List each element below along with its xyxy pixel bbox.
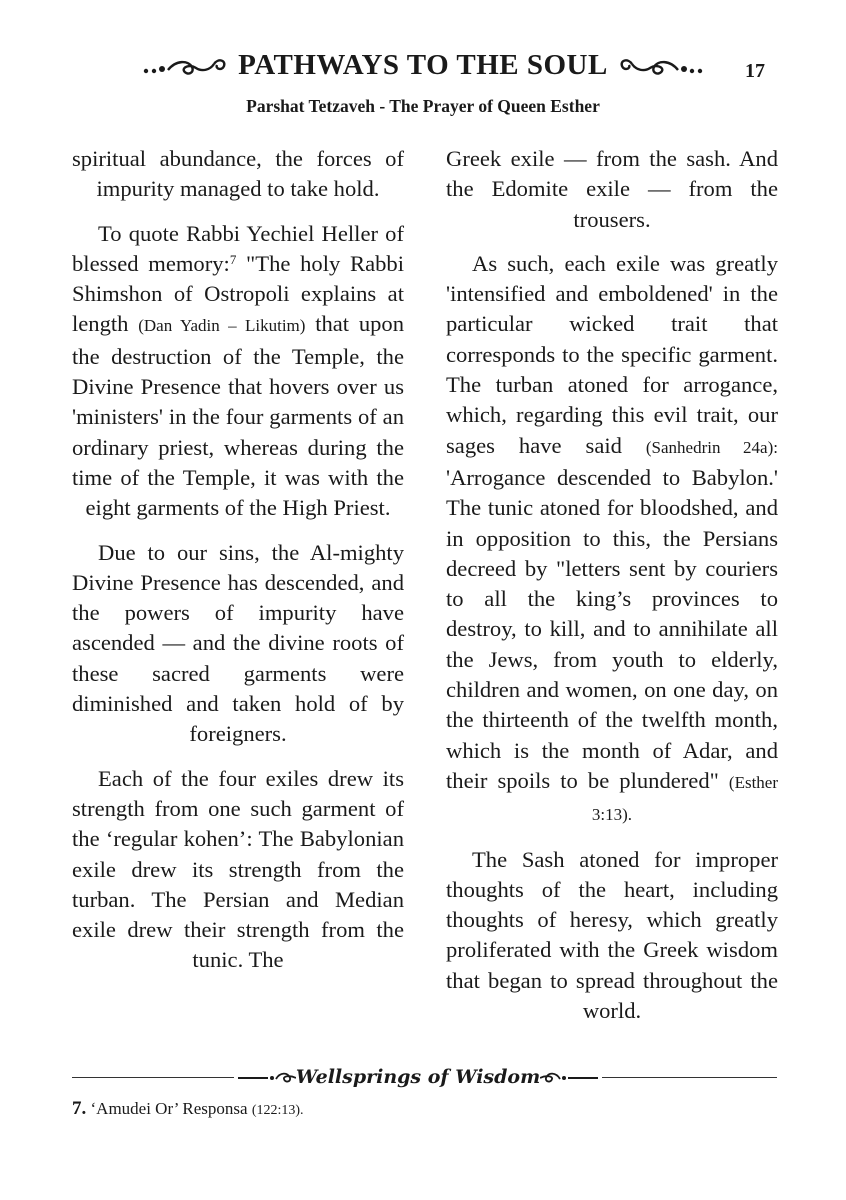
text-run: that upon the destruction of the Temple, the Divine Presence that hovers over us 'ministers' in the four garments of an ordinary priest, whereas during the time of the Temple, it was with the eight garments of the High Priest.: [72, 311, 405, 521]
text-run: To quote Rabbi Yechiel Heller of blessed memory:: [72, 220, 404, 276]
footnote-reference: (122:13).: [251, 1103, 304, 1118]
divider-text: Wellsprings of Wisdom: [295, 1066, 541, 1088]
footnote-text: ‘Amudei Or’ Responsa: [86, 1099, 252, 1118]
scroll-flourish-icon: [140, 52, 228, 78]
right-column: [446, 144, 778, 1040]
paragraph: Greek exile — from the sash. And the Edomite exile — from the trousers.: [446, 146, 778, 232]
paragraph-quote: [72, 219, 404, 524]
text-run: As such, each exile was greatly 'intensified and emboldened' in the particular wicked trait that corresponds to the specific garment. The turban atoned for arrogance, which, regarding this evil trait, our sages have said: [446, 250, 778, 458]
flourish-right-icon: [540, 1069, 598, 1085]
text-run: "The holy Rabbi Shimshon of Ostropoli explains at length: [72, 250, 405, 337]
divider-rule-left: [72, 1077, 234, 1078]
paragraph: spiritual abundance, the forces of impurity managed to take hold.: [72, 146, 404, 202]
divider-label: [234, 1062, 602, 1092]
running-header-line: [0, 48, 846, 82]
text-run: 'Arrogance descended to Babylon.' The tunic atoned for bloodshed, and in opposition to this, the Persians decreed by "letters sent by couriers to all the king’s provinces to destroy, to kill, and to annihilate all the Jews, from youth to elderly, children and women, on one day, on the thirteenth of the twelfth month, which is the month of Adar, and their spoils to be plundered": [446, 464, 778, 793]
running-title: PATHWAYS TO THE SOUL: [238, 49, 608, 81]
flourish-left-icon: [238, 1069, 296, 1085]
citation: (Esther 3:13).: [591, 772, 778, 825]
running-header: [0, 48, 846, 82]
left-column: [72, 144, 404, 990]
page-number: 17: [745, 60, 765, 82]
paragraph: The Sash atoned for improper thoughts of the heart, including thoughts of heresy, which greatly proliferated with the Greek wisdom that began to spread throughout the world.: [446, 846, 778, 1024]
paragraph: Each of the four exiles drew its strength from one such garment of the ‘regular kohen’: The Babylonian exile drew its strength from the turban. The Persian and Median exile drew their strength from the tunic. The: [72, 765, 404, 973]
footnote-mark[interactable]: 7: [229, 251, 237, 267]
citation: (Dan Yadin – Likutim): [138, 316, 306, 336]
paragraph-exile-traits: [446, 249, 778, 831]
paragraph: Due to our sins, the Al-mighty Divine Presence has descended, and the powers of impurity have ascended — and the divine roots of these sacred garments were diminished and taken hold of by foreigners.: [72, 539, 404, 747]
footnote-number: 7.: [72, 1098, 87, 1119]
footer-divider: [72, 1062, 777, 1092]
divider-rule-right: [602, 1077, 777, 1078]
chapter-subtitle: Parshat Tetzaveh - The Prayer of Queen Esther: [246, 96, 600, 116]
scroll-flourish-icon-mirrored: [618, 52, 706, 78]
citation: (Sanhedrin 24a):: [645, 437, 778, 457]
footnote: [72, 1097, 777, 1123]
